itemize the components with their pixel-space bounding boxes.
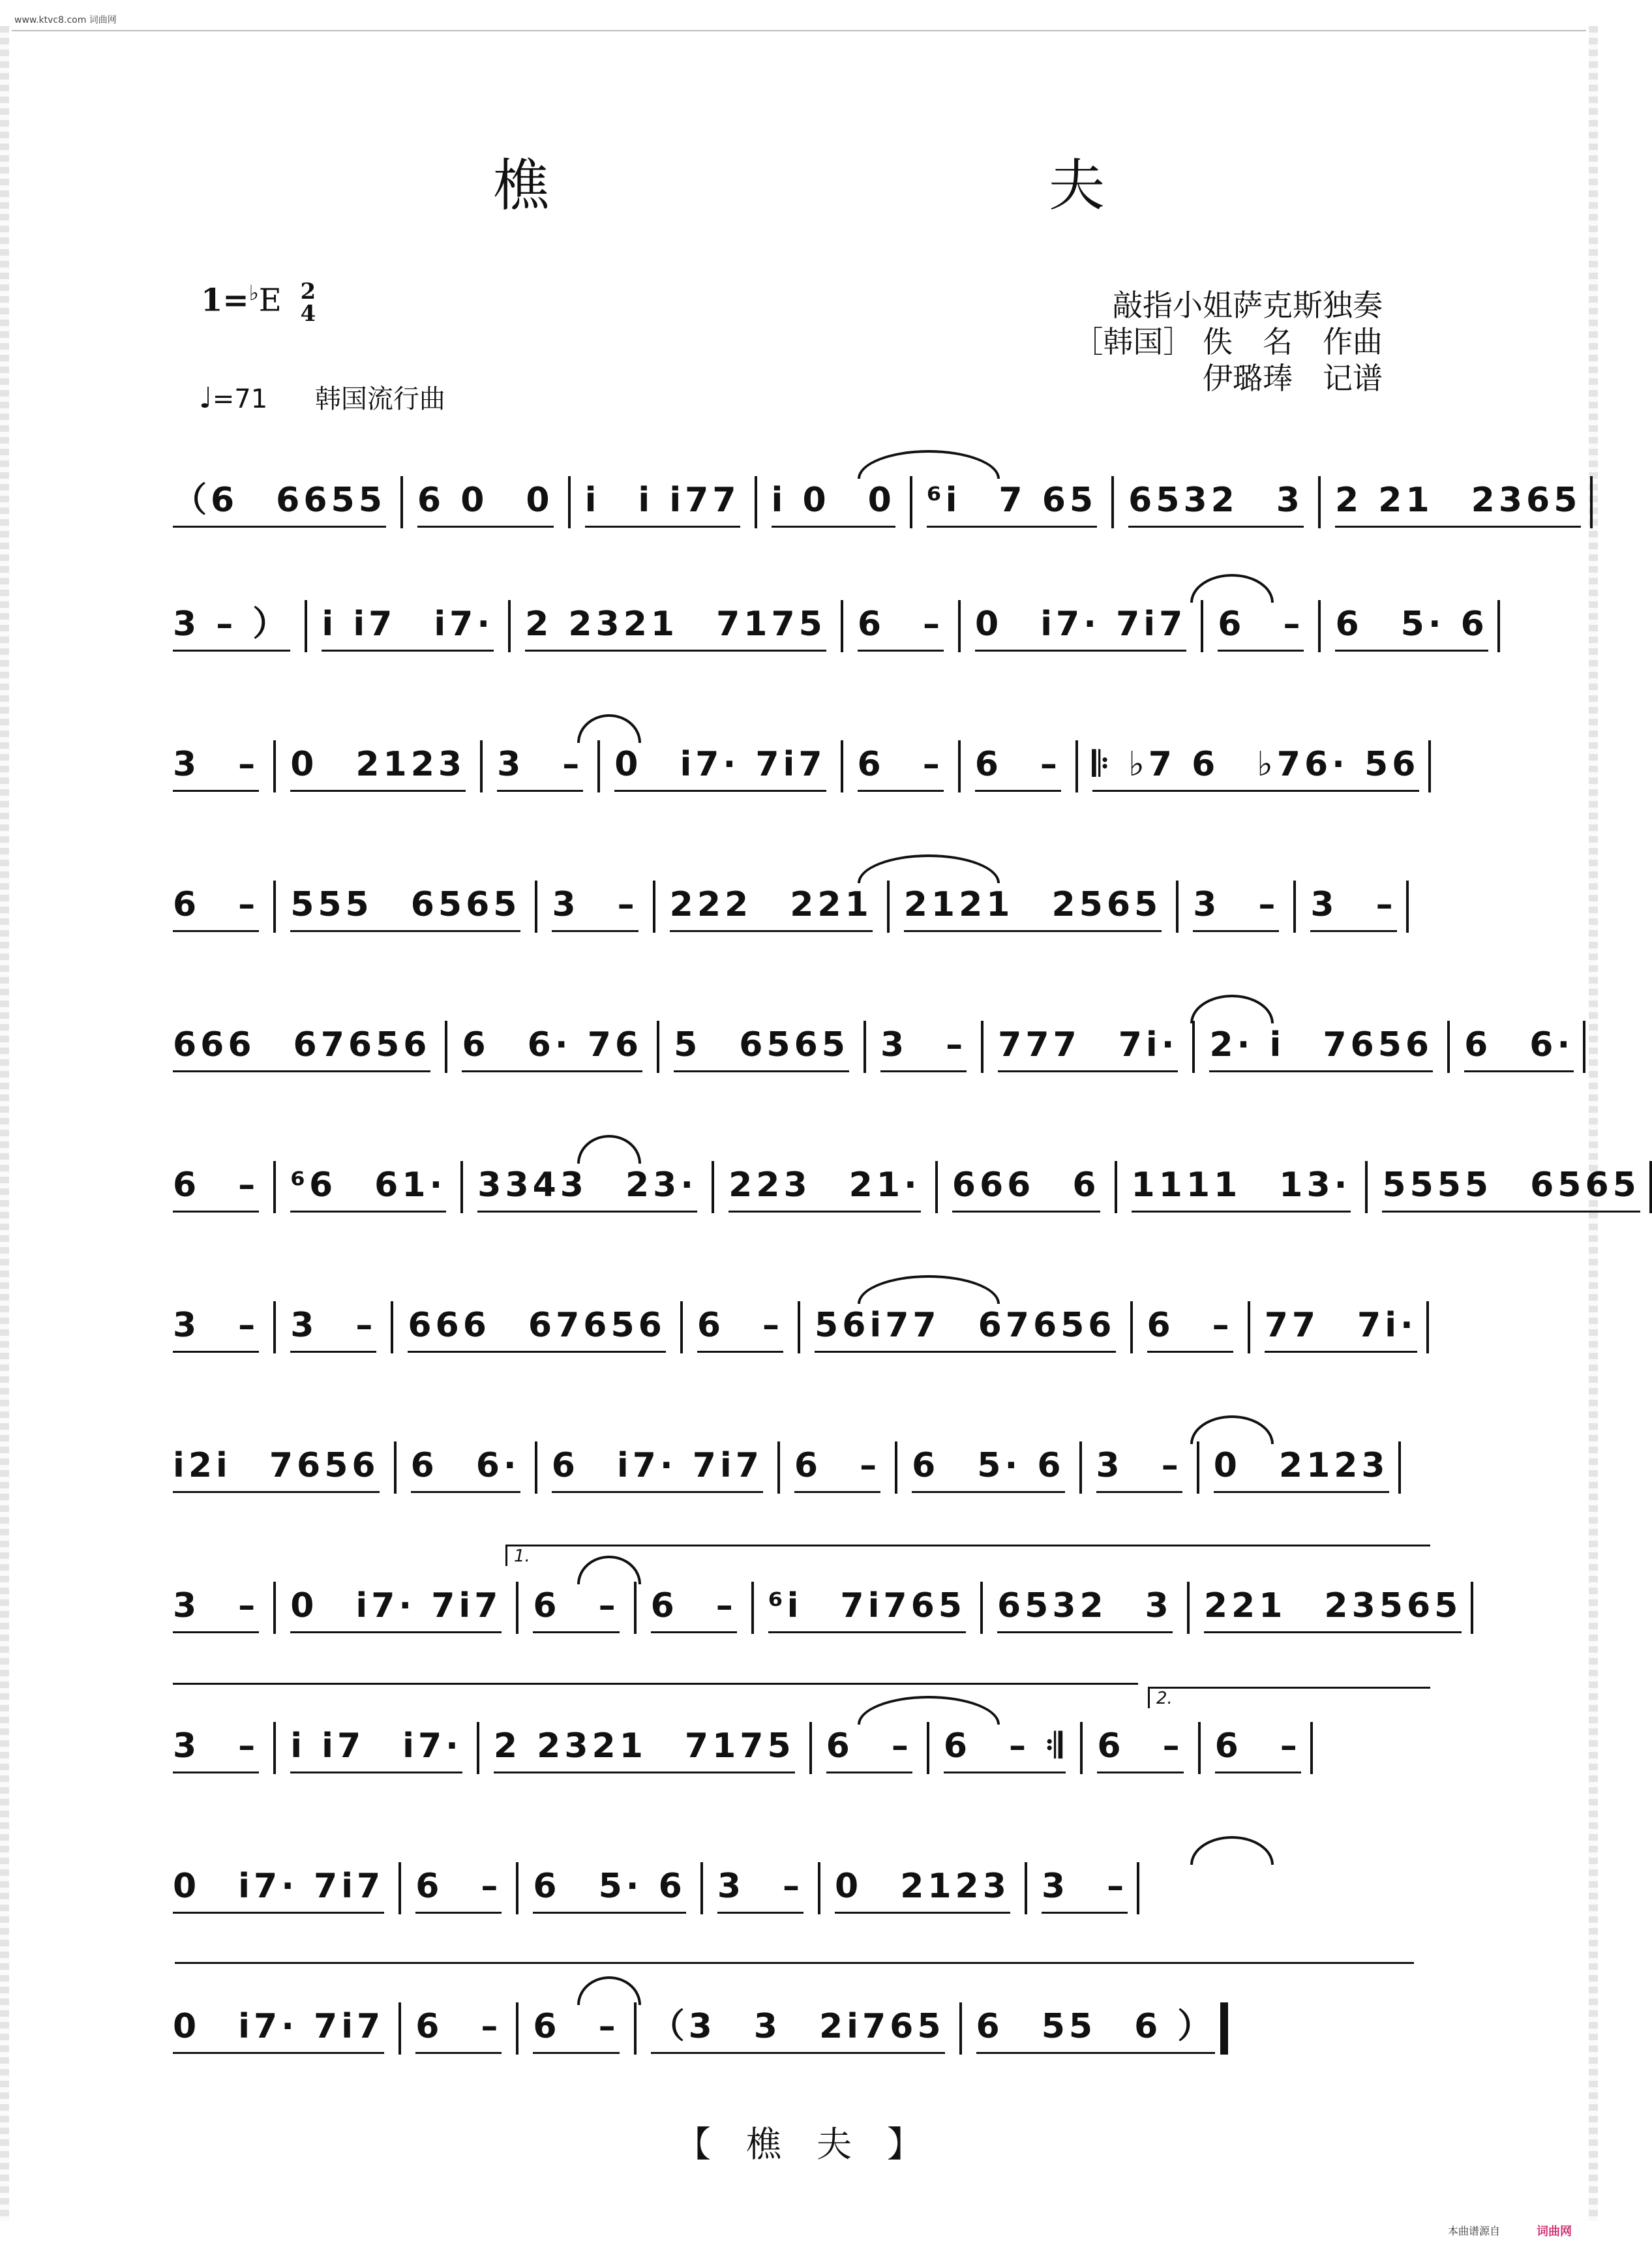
score-system <box>173 1976 1428 2068</box>
slur-mark <box>858 1696 1000 1725</box>
page-border-left <box>0 26 9 2221</box>
barline <box>400 476 403 528</box>
measure: 6532 3 <box>1128 477 1304 528</box>
measure: 3 – <box>173 1723 259 1773</box>
score-line <box>173 476 1582 522</box>
page-border-right <box>1589 26 1598 2221</box>
barline <box>535 1441 537 1494</box>
slur-mark <box>1190 574 1274 603</box>
time-signature <box>300 280 316 325</box>
barline <box>910 476 912 528</box>
measure: 3 – <box>173 742 259 792</box>
measure: 6 – <box>697 1303 783 1353</box>
barline <box>818 1862 820 1914</box>
key-note: E <box>258 282 282 319</box>
barline <box>958 600 961 652</box>
barline <box>273 740 276 792</box>
measure: 6 – <box>794 1443 880 1493</box>
barline <box>935 1161 938 1213</box>
barline <box>535 881 537 933</box>
barline <box>1590 476 1593 528</box>
barline <box>798 1301 800 1353</box>
measure: 6 – <box>858 601 944 652</box>
barline <box>809 1722 812 1774</box>
barline <box>887 881 890 933</box>
measure: 6 55 6 ） <box>976 2004 1216 2054</box>
barline <box>477 1722 479 1774</box>
score-line <box>173 2002 1428 2048</box>
barline <box>1201 600 1203 652</box>
quarter-note-icon: ♩ <box>199 382 213 415</box>
slur-mark <box>577 1976 641 2005</box>
measure: 𝄆 ♭7 6 ♭76· 56 <box>1092 742 1419 792</box>
score-line <box>173 1441 1428 1487</box>
score-line <box>173 1021 1574 1066</box>
measure: i 0 0 <box>772 477 895 528</box>
barline <box>273 1582 276 1634</box>
tempo-value: =71 <box>212 384 268 414</box>
score-line <box>173 1161 1640 1207</box>
barline <box>1198 1722 1201 1774</box>
volta-first-label: 1. <box>514 1546 530 1566</box>
measure: 222 221 <box>670 882 873 932</box>
barline <box>394 1441 397 1494</box>
slur-mark <box>858 1275 1000 1304</box>
measure: 3 – <box>173 1583 259 1633</box>
measure: 6 – <box>533 2004 619 2054</box>
slur-mark <box>577 714 641 743</box>
measure: 777 7i· <box>998 1022 1178 1072</box>
barline <box>1293 881 1296 933</box>
score-system <box>173 995 1574 1086</box>
barline <box>508 600 511 652</box>
measure: 2 2321 7175 <box>525 601 826 652</box>
barline <box>634 1582 637 1634</box>
measure: 6 – <box>858 742 944 792</box>
measure: 6 – <box>1215 1723 1301 1773</box>
time-numerator: 2 <box>300 279 316 305</box>
barline <box>1192 1021 1195 1073</box>
measure: ⁶6 61· <box>290 1162 446 1213</box>
barline <box>1310 1722 1313 1774</box>
measure: 6 – <box>173 882 259 932</box>
measure: 6 – <box>651 1583 737 1633</box>
measure: 6 – <box>975 742 1061 792</box>
barline <box>927 1722 929 1774</box>
barline <box>1318 476 1321 528</box>
slur-mark <box>1190 1415 1274 1444</box>
measure: ⁶i 7i765 <box>768 1583 966 1633</box>
measure: 0 i7· 7i7 <box>614 742 826 792</box>
slur-mark <box>858 854 1000 883</box>
score-system <box>173 854 1428 946</box>
credits <box>1073 287 1383 397</box>
volta-second <box>1148 1687 1430 1708</box>
measure: 3 – <box>717 1863 803 1914</box>
barline <box>959 2002 962 2055</box>
score-system <box>173 450 1582 541</box>
barline <box>1426 1301 1429 1353</box>
measure: 2· i 7656 <box>1209 1022 1433 1072</box>
measure: 3343 23· <box>477 1162 697 1213</box>
measure: 56i77 67656 <box>815 1303 1115 1353</box>
barline <box>273 1722 276 1774</box>
score-line <box>173 600 1488 646</box>
measure: 3 – <box>290 1303 376 1353</box>
measure: 6 – <box>173 1162 259 1213</box>
measure: 6 – <box>533 1583 619 1633</box>
barline <box>958 740 961 792</box>
measure: 0 i7· 7i7 <box>290 1583 502 1633</box>
barline <box>1583 1021 1585 1073</box>
score-system <box>173 574 1488 665</box>
key-signature <box>201 280 316 325</box>
barline <box>1115 1161 1117 1213</box>
genre-label: 韩国流行曲 <box>314 384 445 414</box>
measure: 2 21 2365 <box>1335 477 1581 528</box>
measure: 6 – 𝄇 <box>944 1723 1066 1773</box>
volta-first <box>505 1545 1430 1566</box>
measure: ⁶i 7 65 <box>927 477 1097 528</box>
barline <box>460 1161 463 1213</box>
barline <box>712 1161 714 1213</box>
time-denominator: 4 <box>300 301 316 327</box>
measure: 0 2123 <box>835 1863 1010 1914</box>
barline <box>1428 740 1431 792</box>
barline <box>445 1021 447 1073</box>
barline <box>1075 740 1078 792</box>
score-system <box>173 1836 1428 1927</box>
barline <box>700 1862 703 1914</box>
measure: 6 5· 6 <box>912 1443 1064 1493</box>
barline <box>777 1441 780 1494</box>
measure: 3 – <box>497 742 583 792</box>
barline <box>1398 1441 1401 1494</box>
flat-sign: ♭ <box>248 280 259 305</box>
barline <box>1080 1722 1083 1774</box>
barline <box>755 476 757 528</box>
measure: 0 i7· 7i7 <box>173 1863 384 1914</box>
slur-mark <box>858 450 1000 479</box>
coda-bracket <box>175 1962 1414 1964</box>
slur-mark <box>577 1135 641 1164</box>
measure: 666 67656 <box>408 1303 665 1353</box>
barline <box>1447 1021 1450 1073</box>
score-system <box>173 1556 1462 1647</box>
footer-note: 本曲谱源自 <box>1447 2225 1500 2237</box>
barline <box>273 1161 276 1213</box>
measure: i2i 7656 <box>173 1443 380 1493</box>
measure: 6 – <box>415 1863 502 1914</box>
barline <box>864 1021 866 1073</box>
barline <box>516 2002 518 2055</box>
barline <box>1197 1441 1199 1494</box>
barline <box>1406 881 1409 933</box>
measure: 555 6565 <box>290 882 520 932</box>
barline <box>1471 1582 1473 1634</box>
slur-mark <box>1190 995 1274 1023</box>
barline <box>398 1862 401 1914</box>
final-barline <box>1220 2002 1228 2055</box>
barline <box>273 1301 276 1353</box>
barline <box>516 1582 518 1634</box>
measure: 6 6· <box>1464 1022 1574 1072</box>
score-line <box>173 1722 1428 1768</box>
measure: 3 – <box>1042 1863 1128 1914</box>
measure: 3 – <box>1310 882 1396 932</box>
measure: i i i77 <box>585 477 740 528</box>
measure: 3 – <box>1096 1443 1182 1493</box>
measure: 3 – <box>173 1303 259 1353</box>
score-line <box>173 1582 1462 1627</box>
transcriber-credit: 伊璐琫 记谱 <box>1203 361 1383 396</box>
measure: 1111 13· <box>1132 1162 1351 1213</box>
measure: i i7 i7· <box>322 601 494 652</box>
measure: 6 6· 76 <box>462 1022 642 1072</box>
measure: 5555 6565 <box>1382 1162 1640 1213</box>
barline <box>305 600 307 652</box>
barline <box>1365 1161 1368 1213</box>
barline <box>1130 1301 1133 1353</box>
measure: 3 – <box>880 1022 967 1072</box>
score-system <box>173 1275 1428 1366</box>
barline <box>653 881 655 933</box>
barline <box>516 1862 518 1914</box>
measure: 0 i7· 7i7 <box>173 2004 384 2054</box>
score-line <box>173 881 1428 926</box>
measure: 6 – <box>415 2004 502 2054</box>
score-line <box>173 740 1428 786</box>
site-url[interactable]: www.ktvc8.com 词曲网 <box>14 15 117 25</box>
bottom-title-label: 【 樵 夫 】 <box>676 2124 922 2165</box>
slur-mark <box>1190 1836 1274 1865</box>
measure: 3 – <box>1193 882 1279 932</box>
barline <box>391 1301 393 1353</box>
barline <box>980 1582 983 1634</box>
barline <box>657 1021 659 1073</box>
barline <box>273 881 276 933</box>
score-system <box>173 1135 1640 1226</box>
measure: 666 6 <box>952 1162 1100 1213</box>
tempo-marking <box>199 378 445 415</box>
barline <box>597 740 600 792</box>
volta-first-continuation <box>173 1683 1138 1685</box>
measure: （3 3 2i765 <box>651 2004 945 2054</box>
key-prefix: 1= <box>201 282 249 319</box>
measure: 6 – <box>1147 1303 1233 1353</box>
composer-credit: ［韩国］ 佚 名 作曲 <box>1073 324 1383 359</box>
barline <box>981 1021 984 1073</box>
barline <box>480 740 483 792</box>
barline <box>1025 1862 1027 1914</box>
measure: 6 0 0 <box>417 477 554 528</box>
barline <box>751 1582 754 1634</box>
barline <box>1318 600 1321 652</box>
measure: 6 – <box>1097 1723 1183 1773</box>
measure: 6 i7· 7i7 <box>552 1443 763 1493</box>
measure: 221 23565 <box>1204 1583 1462 1633</box>
barline <box>1497 600 1500 652</box>
barline <box>1111 476 1114 528</box>
barline <box>1649 1161 1652 1213</box>
barline <box>1176 881 1179 933</box>
barline <box>841 600 843 652</box>
score-line <box>173 1862 1428 1908</box>
measure: 6532 3 <box>997 1583 1173 1633</box>
measure: （6 6655 <box>173 477 386 528</box>
measure: 2 2321 7175 <box>494 1723 795 1773</box>
barline <box>398 2002 401 2055</box>
barline <box>634 2002 637 2055</box>
measure: 223 21· <box>728 1162 921 1213</box>
score-system <box>173 1696 1428 1787</box>
barline <box>568 476 571 528</box>
barline <box>1079 1441 1082 1494</box>
measure: 6 5· 6 <box>533 1863 685 1914</box>
barline <box>1248 1301 1250 1353</box>
volta-second-label: 2. <box>1156 1689 1173 1708</box>
measure: 5 6565 <box>674 1022 849 1072</box>
header-rule <box>12 30 1586 31</box>
barline <box>1137 1862 1139 1914</box>
measure: 3 – <box>552 882 638 932</box>
measure: 6 – <box>1218 601 1304 652</box>
barline <box>841 740 843 792</box>
score-system <box>173 1415 1428 1507</box>
measure: 666 67656 <box>173 1022 430 1072</box>
measure: 6 – <box>826 1723 912 1773</box>
measure: i i7 i7· <box>290 1723 462 1773</box>
measure: 2121 2565 <box>904 882 1162 932</box>
measure: 0 2123 <box>1214 1443 1389 1493</box>
measure: 6 6· <box>411 1443 520 1493</box>
measure: 3 – ） <box>173 601 290 652</box>
score-line <box>173 1301 1428 1347</box>
barline <box>1187 1582 1190 1634</box>
measure: 77 7i· <box>1265 1303 1417 1353</box>
barline <box>895 1441 897 1494</box>
measure: 6 5· 6 <box>1335 601 1488 652</box>
barline <box>680 1301 683 1353</box>
performer-credit: 敲指小姐萨克斯独奏 <box>1113 288 1383 323</box>
song-title: 樵 夫 <box>493 153 1327 219</box>
score-system <box>173 714 1428 806</box>
measure: 0 2123 <box>290 742 466 792</box>
measure: 0 i7· 7i7 <box>975 601 1186 652</box>
footer-logo[interactable]: 词曲网 <box>1537 2225 1572 2239</box>
